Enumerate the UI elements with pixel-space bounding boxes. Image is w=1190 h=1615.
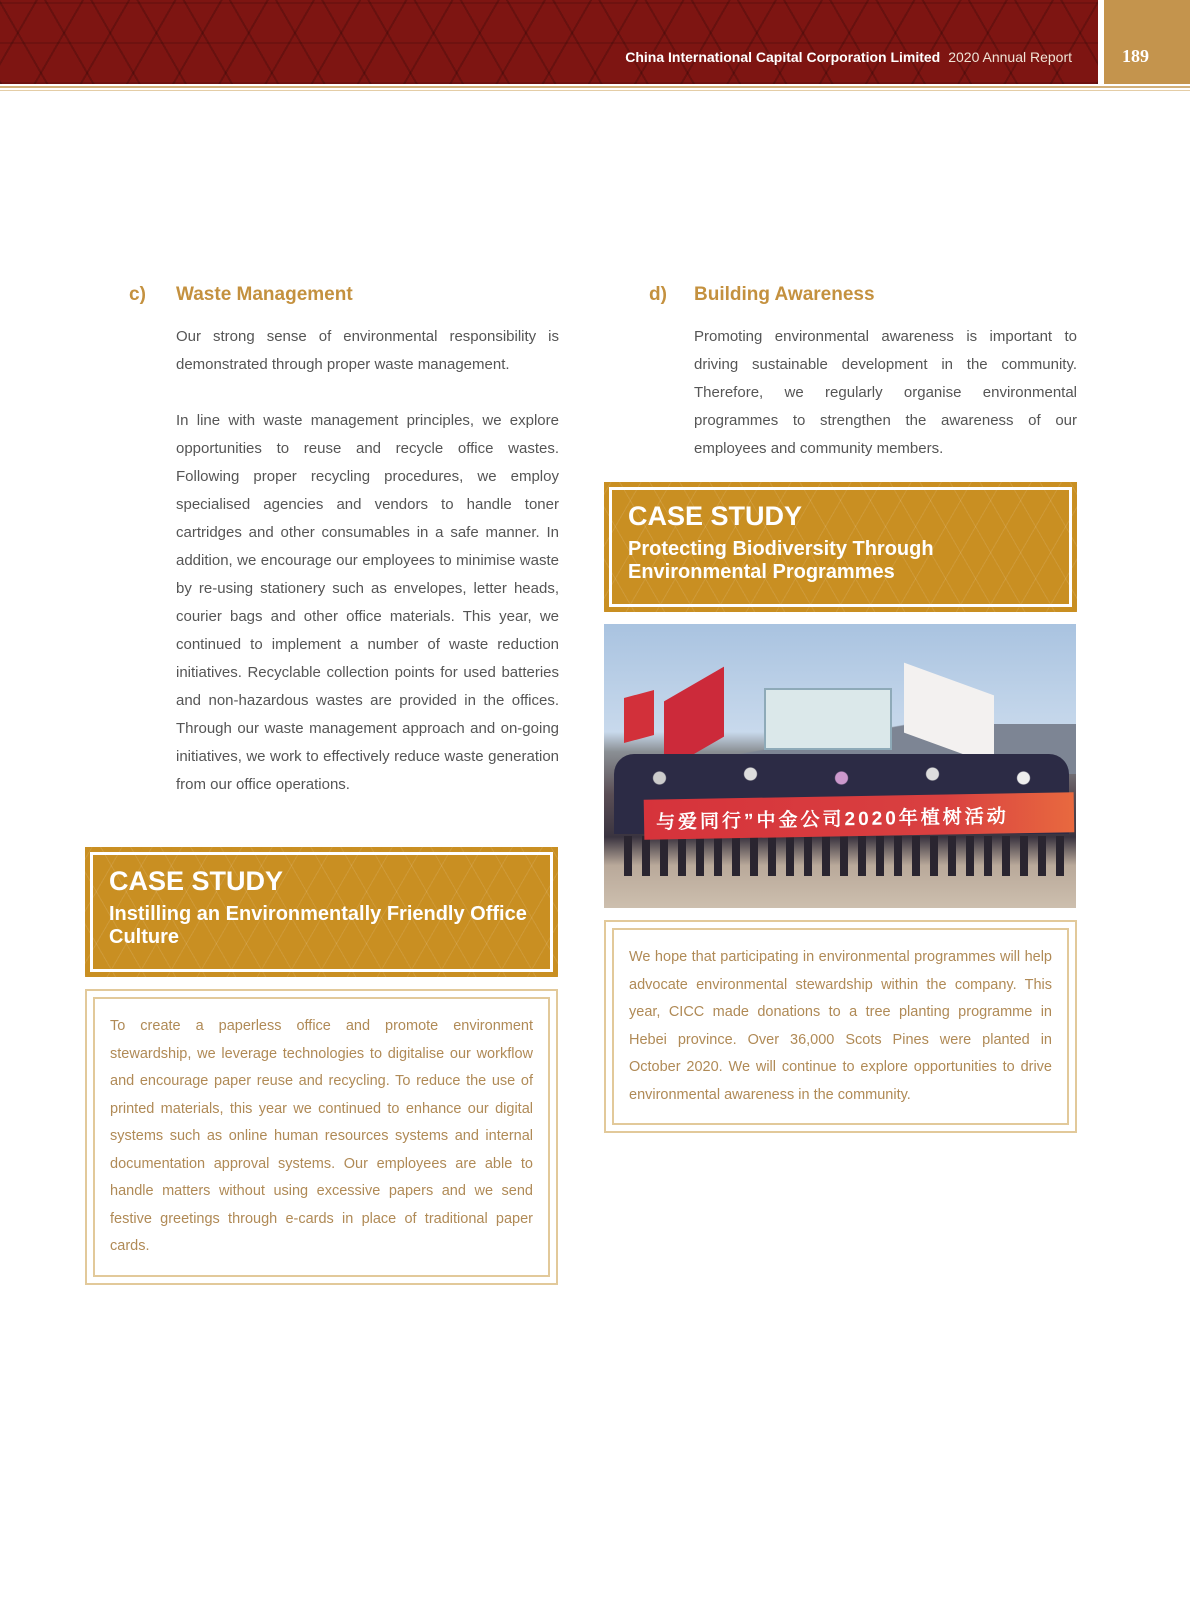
case-study-text-box-right <box>604 920 1077 1133</box>
case-study-title: CASE STUDY <box>109 866 284 896</box>
case-study-title: CASE STUDY <box>628 501 803 531</box>
report-name: 2020 Annual Report <box>948 49 1072 65</box>
crowd-legs <box>624 836 1064 876</box>
photo-banner: 与爱同行”中金公司2020年植树活动 <box>644 792 1075 839</box>
section-heading-waste: Waste Management <box>176 284 353 305</box>
company-name: China International Capital Corporation Limited <box>625 49 941 65</box>
section-heading-awareness: Building Awareness <box>694 284 875 305</box>
header-title <box>625 49 1072 65</box>
case-study-text: To create a paperless office and promote environment stewardship, we leverage technologies to digitalise our workflow and encourage paper reuse and recycling. To reduce the use of printed materials, this year we continued to enhance our digital systems such as online human resources systems and internal documentation approval systems. Our employees are able to handle matters without using excessive papers and we send festive greetings through e-cards in place of traditional paper cards. <box>93 997 550 1277</box>
case-study-banner-left <box>85 847 558 977</box>
case-study-text: We hope that participating in environmental programmes will help advocate environmental stewardship within the company. This year, CICC made donations to a tree planting programme in Hebei province. Over 36,000 Scots Pines were planted in October 2020. We will continue to explore opportunities to drive environmental awareness in the community. <box>612 928 1069 1125</box>
waste-body <box>176 323 559 799</box>
red-flag <box>624 690 654 743</box>
case-study-subtitle: Instilling an Environmentally Friendly Office Culture <box>109 903 527 948</box>
page-number: 189 <box>1104 0 1190 84</box>
tree-planting-photo <box>604 624 1076 908</box>
case-study-banner-right <box>604 482 1077 612</box>
section-label-d: d) <box>649 284 667 305</box>
section-label-c: c) <box>129 284 146 305</box>
case-study-text-box-left <box>85 989 558 1285</box>
paragraph: Our strong sense of environmental responsibility is demonstrated through proper waste management. <box>176 328 559 373</box>
divider <box>0 86 1190 88</box>
signboard <box>764 688 892 750</box>
header-band <box>0 0 1098 84</box>
paragraph: Promoting environmental awareness is important to driving sustainable development in the community. Therefore, we regularly organise environmental programmes to strengthen the awareness of our employees and community members. <box>694 328 1077 457</box>
divider <box>0 90 1190 91</box>
case-study-subtitle: Protecting Biodiversity Through Environmental Programmes <box>628 538 934 583</box>
awareness-body <box>694 323 1077 463</box>
paragraph: In line with waste management principles, we explore opportunities to reuse and recycle office wastes. Following proper recycling procedures, we employ specialised agencies and vendors to handle toner cartridges and other consumables in a safe manner. In addition, we encourage our employees to minimise waste by re-using stationery such as envelopes, letter heads, courier bags and other office materials. This year, we continued to implement a number of waste reduction initiatives. Recyclable collection points for used batteries and non-hazardous wastes are provided in the offices. Through our waste management approach and on-going initiatives, we work to effectively reduce waste generation from our office operations. <box>176 412 559 793</box>
